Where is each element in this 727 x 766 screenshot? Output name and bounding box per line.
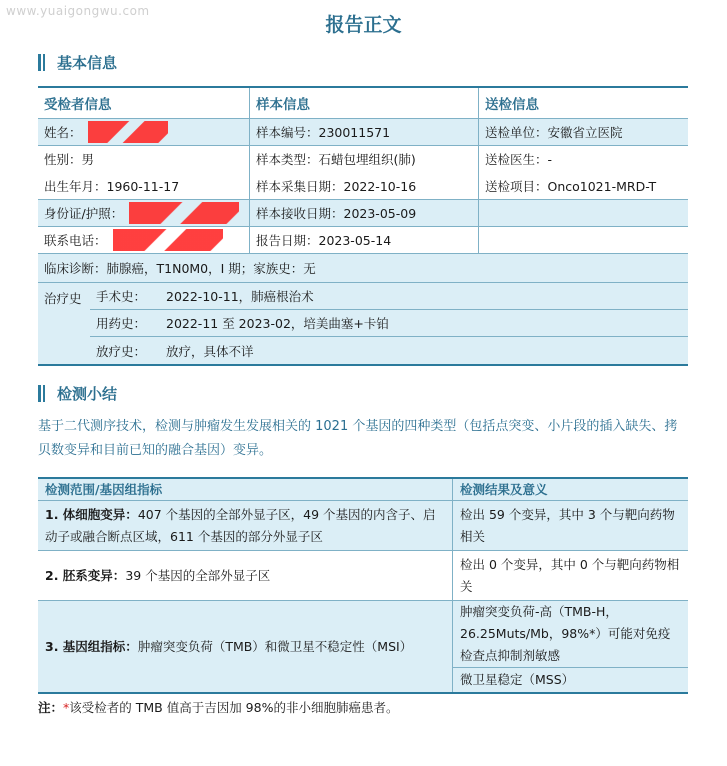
info-row-2 [38, 146, 688, 200]
summary-paragraph: 基于二代测序技术，检测与肿瘤发生发展相关的 1021 个基因的四种类型（包括点突变、小片段的插入缺失、拷贝数变异和目前已知的融合基因）变异。 [38, 419, 678, 458]
report-date: 报告日期：2023-05-14 [250, 227, 479, 253]
row2-result: 检出 0 个变异，其中 0 个与靶向药物相关 [460, 556, 680, 594]
note-text: 该受检者的 TMB 值高于吉因加 98%的非小细胞肺癌患者。 [69, 700, 399, 715]
watermark: www.yuaigongwu.com [6, 4, 150, 18]
info-row-3 [38, 200, 688, 227]
row1-title: 1. 体细胞变异： [45, 506, 138, 522]
patient-gender: 性别：男 [44, 152, 95, 167]
sample-number: 样本编号：230011571 [250, 119, 479, 145]
therapy-radio: 放疗史： 放疗，具体不详 [96, 343, 254, 359]
row3-result-msi: 微卫星稳定（MSS） [460, 672, 575, 687]
header-sample: 样本信息 [250, 88, 479, 118]
redaction-mark [129, 202, 239, 224]
sample-type: 样本类型：石蜡包埋组织(肺) [256, 152, 416, 167]
section-basic-info [38, 52, 117, 73]
redaction-mark [113, 229, 223, 251]
section-summary-title: 检测小结 [57, 385, 118, 403]
submission-project: 送检项目：Onco1021-MRD-T [485, 179, 657, 194]
header-patient: 受检者信息 [38, 88, 250, 118]
row1-result: 检出 59 个变异，其中 3 个与靶向药物相关 [460, 506, 675, 544]
sample-collect-date: 样本采集日期：2022-10-16 [256, 179, 417, 194]
clinical-diagnosis: 临床诊断：肺腺癌，T1N0M0，Ⅰ 期；家族史：无 [38, 254, 688, 283]
patient-id: 身份证/护照： [38, 200, 250, 226]
section-bar-icon [38, 54, 41, 71]
section-summary [38, 383, 117, 404]
summary-header-row [38, 479, 688, 501]
summary-row-1 [38, 501, 688, 551]
page-title: 报告正文 [325, 14, 402, 36]
summary-row-3 [38, 601, 688, 692]
row1-text: 407 个基因的全部外显子区，49 个基因的内含子、启动子或融合断点区域，611 个基因的部分外显子区 [45, 506, 436, 544]
summary-table [38, 477, 688, 694]
therapy-label: 治疗史 [44, 291, 82, 306]
submission-unit: 送检单位：安徽省立医院 [485, 125, 623, 140]
therapy-surgery: 手术史： 2022-10-11，肺癌根治术 [90, 283, 688, 310]
patient-dob: 出生年月：1960-11-17 [44, 179, 180, 194]
note-label: 注： [38, 700, 64, 715]
row3-result-tmb: 肿瘤突变负荷-高（TMB-H，26.25Muts/Mb，98%*）可能对免疫检查点抑制剂敏感 [453, 601, 688, 668]
redaction-mark [88, 121, 168, 143]
info-row-1 [38, 119, 688, 146]
patient-name: 姓名： [38, 119, 250, 145]
row2-title: 2. 胚系变异： [45, 567, 126, 583]
therapy-drug: 用药史： 2022-11 至 2023-02，培美曲塞+卡铂 [90, 310, 688, 337]
summary-header-left: 检测范围/基因组指标 [38, 479, 453, 500]
info-row-4 [38, 227, 688, 254]
summary-row-2 [38, 551, 688, 601]
footnote [38, 698, 398, 716]
header-submission: 送检信息 [485, 97, 539, 113]
section-basic-title: 基本信息 [57, 54, 118, 72]
row3-text: 肿瘤突变负荷（TMB）和微卫星不稳定性（MSI） [137, 638, 413, 654]
row3-title: 3. 基因组指标： [45, 638, 138, 654]
section-bar-icon [38, 385, 41, 402]
info-header-row [38, 88, 688, 119]
sample-receive-date: 样本接收日期：2023-05-09 [250, 200, 479, 226]
basic-info-table [38, 86, 688, 366]
row2-text: 39 个基因的全部外显子区 [125, 567, 271, 583]
summary-header-right: 检测结果及意义 [460, 481, 548, 497]
patient-phone: 联系电话： [38, 227, 250, 253]
therapy-history [38, 283, 688, 364]
submission-doctor: 送检医生：- [485, 152, 553, 167]
note-star: * [63, 700, 70, 715]
